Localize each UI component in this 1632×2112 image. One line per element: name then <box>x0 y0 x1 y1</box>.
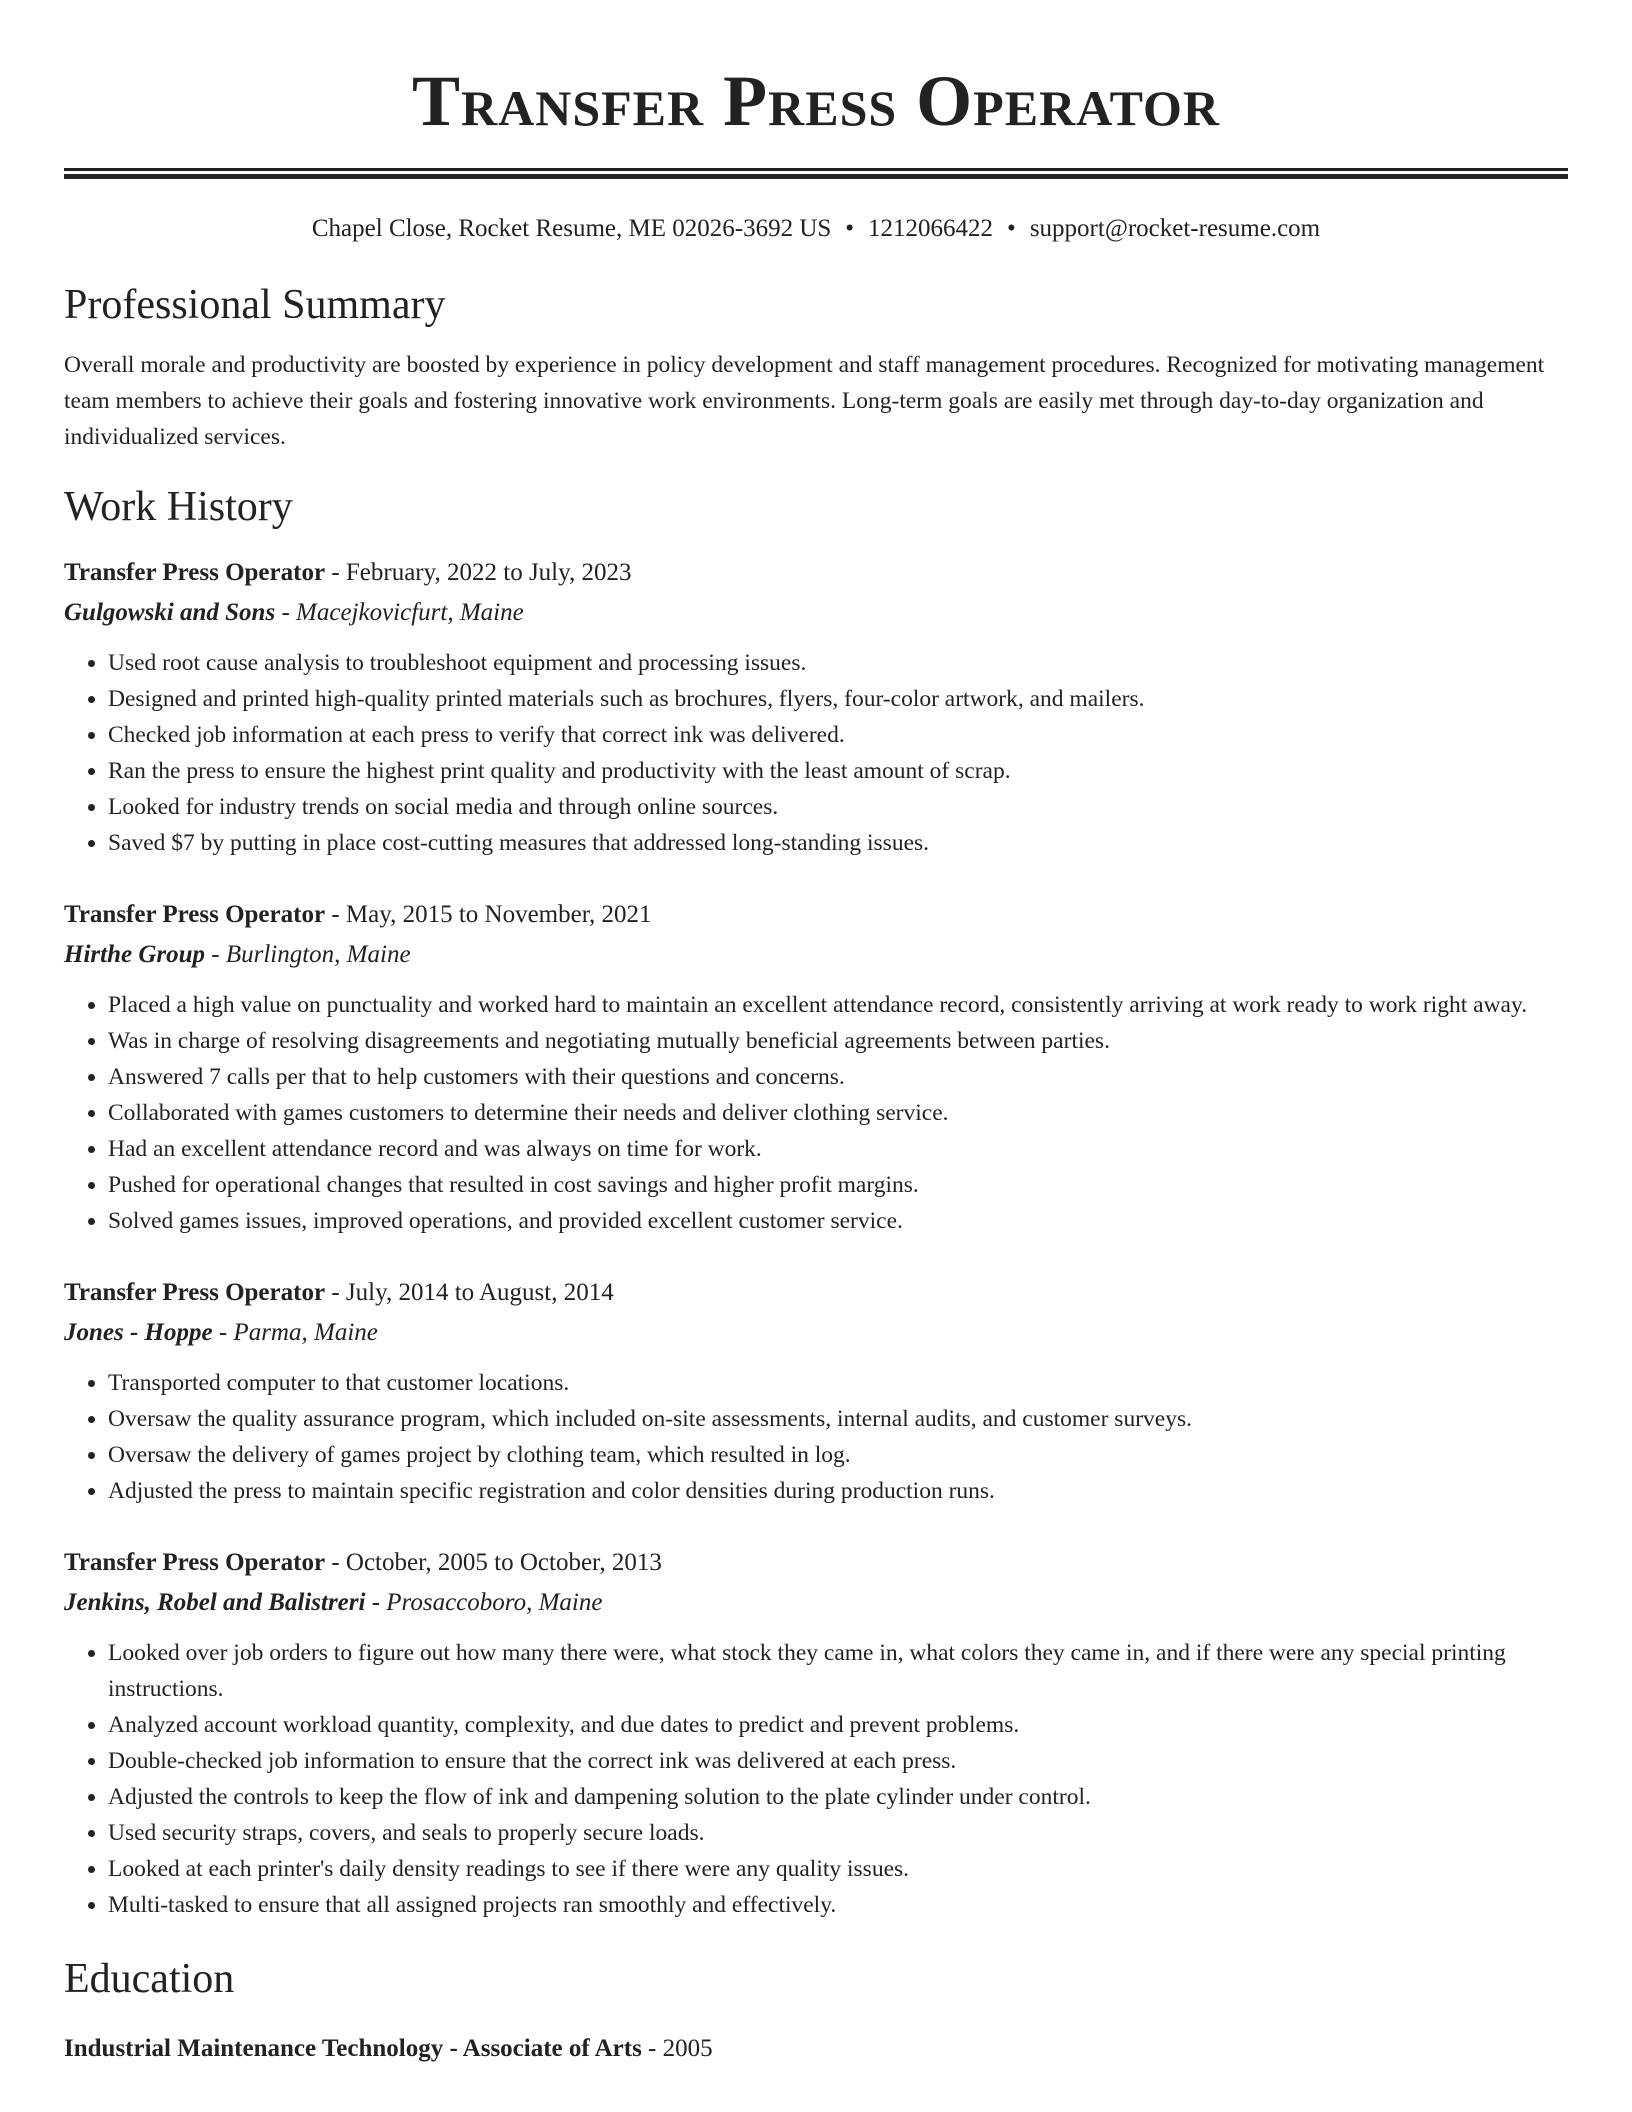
duty-item: • Saved $7 by putting in place cost-cutting measures that addressed long-standing issues. <box>108 825 1568 861</box>
job-entry <box>64 1275 1568 1509</box>
education-heading: Education <box>64 1956 235 2002</box>
job-location: - Parma, Maine <box>212 1319 378 1346</box>
job-title-line <box>64 555 1568 591</box>
duty-item: • Collaborated with games customers to determine their needs and deliver clothing service. <box>108 1095 1568 1131</box>
job-company: Jenkins, Robel and Balistreri <box>64 1589 366 1616</box>
work-history-heading: Work History <box>64 484 293 530</box>
contact-phone: 1212066422 <box>868 215 994 242</box>
job-title: Transfer Press Operator <box>64 559 326 586</box>
duty-item: • Multi-tasked to ensure that all assigned projects ran smoothly and effectively. <box>108 1887 1568 1923</box>
summary-text: Overall morale and productivity are boosted by experience in policy development and staff management procedures. Recognized for motivating management team members to achieve their goals and fostering innovative work environments. Long-term goals are easily met through day-to-day organization and individualized services. <box>64 352 1545 450</box>
job-title: Transfer Press Operator <box>64 1549 326 1576</box>
job-company-line <box>64 1585 1568 1621</box>
contact-line <box>64 213 1568 245</box>
contact-address: Chapel Close, Rocket Resume, ME 02026-3692 US <box>311 215 832 242</box>
job-location: - Burlington, Maine <box>205 941 411 968</box>
education-entry <box>64 2031 1568 2067</box>
job-title-line <box>64 897 1568 933</box>
header-double-rule <box>64 168 1568 179</box>
duty-item: • Oversaw the delivery of games project by clothing team, which resulted in log. <box>108 1437 1568 1473</box>
duty-item: • Oversaw the quality assurance program, which included on-site assessments, internal audits, and customer surveys. <box>108 1401 1568 1437</box>
duty-item: • Pushed for operational changes that resulted in cost savings and higher profit margins. <box>108 1167 1568 1203</box>
contact-separator: • <box>1007 215 1016 242</box>
duty-item: • Adjusted the controls to keep the flow of ink and dampening solution to the plate cylinder under control. <box>108 1779 1568 1815</box>
job-duties-list <box>64 645 1568 861</box>
job-company: Jones - Hoppe <box>64 1319 213 1346</box>
duty-item: • Used root cause analysis to troubleshoot equipment and processing issues. <box>108 645 1568 681</box>
job-dates: - May, 2015 to November, 2021 <box>325 901 652 928</box>
job-dates: - February, 2022 to July, 2023 <box>325 559 632 586</box>
job-entry <box>64 555 1568 861</box>
duty-item: • Solved games issues, improved operations, and provided excellent customer service. <box>108 1203 1568 1239</box>
job-company-line <box>64 937 1568 973</box>
duty-item: • Looked at each printer's daily density readings to see if there were any quality issues. <box>108 1851 1568 1887</box>
contact-separator: • <box>845 215 855 242</box>
job-location: - Macejkovicfurt, Maine <box>275 599 524 626</box>
job-entry <box>64 1545 1568 1923</box>
job-duties-list <box>64 1635 1568 1923</box>
education-year: - 2005 <box>641 2035 713 2062</box>
duty-item: • Looked for industry trends on social media and through online sources. <box>108 789 1568 825</box>
job-entry <box>64 897 1568 1239</box>
duty-item: • Adjusted the press to maintain specific registration and color densities during production runs. <box>108 1473 1568 1509</box>
job-title-line <box>64 1275 1568 1311</box>
duty-item: • Double-checked job information to ensure that the correct ink was delivered at each press. <box>108 1743 1568 1779</box>
job-duties-list <box>64 987 1568 1239</box>
job-location: - Prosaccoboro, Maine <box>365 1589 603 1616</box>
duty-item: • Checked job information at each press to verify that correct ink was delivered. <box>108 717 1568 753</box>
summary-heading: Professional Summary <box>64 282 446 328</box>
contact-email: support@rocket-resume.com <box>1029 215 1321 242</box>
job-title-line <box>64 1545 1568 1581</box>
job-duties-list <box>64 1365 1568 1509</box>
job-company-line <box>64 595 1568 631</box>
education-degree: Industrial Maintenance Technology - Associate of Arts <box>64 2035 642 2062</box>
job-title: Transfer Press Operator <box>64 901 326 928</box>
job-dates: - July, 2014 to August, 2014 <box>325 1279 614 1306</box>
duty-item: • Used security straps, covers, and seals to properly secure loads. <box>108 1815 1568 1851</box>
duty-item: • Was in charge of resolving disagreements and negotiating mutually beneficial agreements between parties. <box>108 1023 1568 1059</box>
duty-item: • Had an excellent attendance record and was always on time for work. <box>108 1131 1568 1167</box>
duty-item: • Ran the press to ensure the highest print quality and productivity with the least amount of scrap. <box>108 753 1568 789</box>
duty-item: • Analyzed account workload quantity, complexity, and due dates to predict and prevent problems. <box>108 1707 1568 1743</box>
duty-item: • Answered 7 calls per that to help customers with their questions and concerns. <box>108 1059 1568 1095</box>
duty-item: • Transported computer to that customer locations. <box>108 1365 1568 1401</box>
job-dates: - October, 2005 to October, 2013 <box>325 1549 662 1576</box>
job-company: Gulgowski and Sons <box>64 599 276 626</box>
job-company-line <box>64 1315 1568 1351</box>
resume-name: Transfer Press Operator <box>411 61 1221 141</box>
job-company: Hirthe Group <box>64 941 206 968</box>
duty-item: • Placed a high value on punctuality and worked hard to maintain an excellent attendance record, consistently arriving at work ready to work right away. <box>108 987 1568 1023</box>
duty-item: • Looked over job orders to figure out how many there were, what stock they came in, what colors they came in, and if there were any special printing instructions. <box>108 1635 1568 1707</box>
job-title: Transfer Press Operator <box>64 1279 326 1306</box>
duty-item: • Designed and printed high-quality printed materials such as brochures, flyers, four-color artwork, and mailers. <box>108 681 1568 717</box>
